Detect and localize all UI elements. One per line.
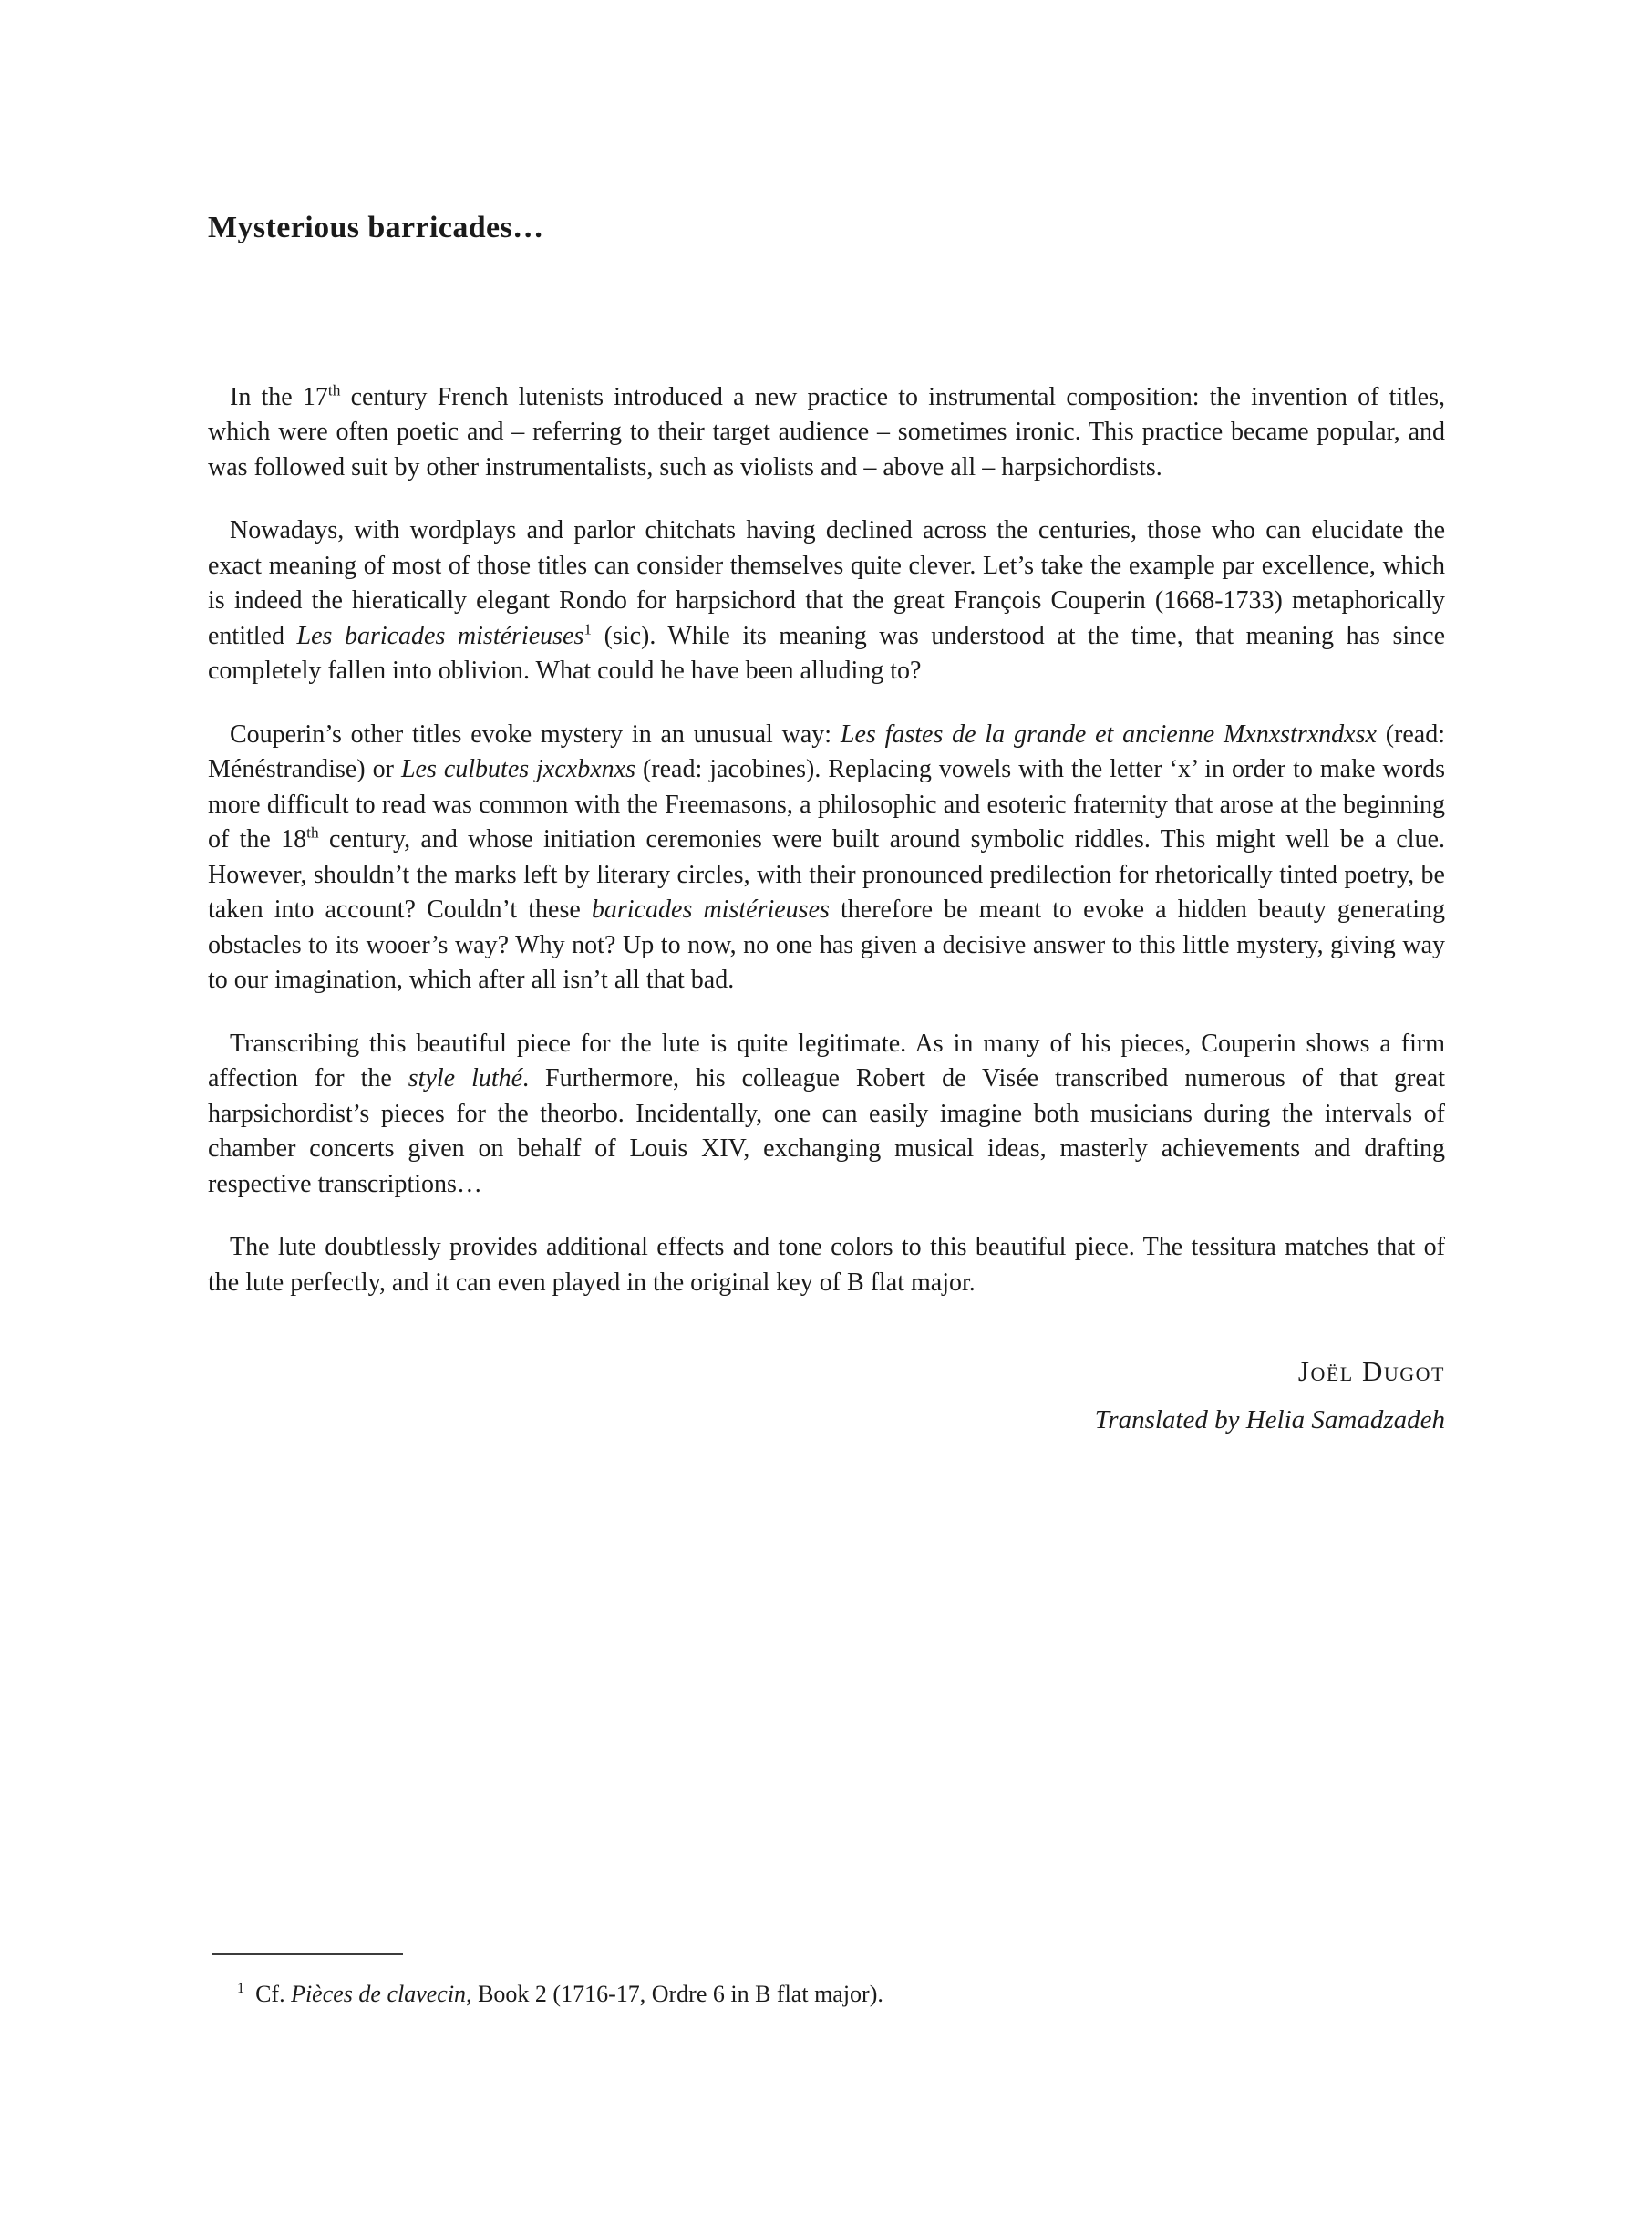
footnote-separator	[212, 1953, 403, 1955]
text-segment: style luthé	[408, 1064, 523, 1093]
signature-block	[208, 1353, 1445, 1437]
paragraph	[208, 1230, 1445, 1300]
author-name: Joël Dugot	[1297, 1355, 1445, 1388]
footnote-marker: 1	[237, 1981, 245, 1997]
text-segment: In the 17	[230, 382, 328, 411]
body-paragraphs	[208, 380, 1445, 1301]
text-segment: Pièces de clavecin	[291, 1981, 467, 2007]
text-segment: baricades mistérieuses	[591, 896, 830, 925]
text-column	[208, 210, 1445, 1437]
footnote-content	[255, 1981, 883, 2007]
text-segment: (sic). While its meaning was understood at the time, that meaning has since completely fallen into oblivion. What could he have been alluding to?	[208, 621, 1445, 686]
text-segment: Les baricades mistérieuses	[296, 621, 584, 650]
footnote-block	[208, 1953, 1445, 2010]
page-title: Mysterious barricades…	[208, 211, 544, 244]
text-segment: (read: jacobines). Replacing vowels with the letter ‘x’ in order to make words more difficult to read was common with the Freemasons, a philosophic and esoteric fraternity that arose at the beginning of the 18	[208, 755, 1445, 854]
footnote-text	[208, 1979, 1445, 2010]
text-segment: 1	[583, 620, 593, 638]
text-segment: century, and whose initiation ceremonies were built around symbolic riddles. This might well be a clue. However, shouldn’t the marks left by literary circles, with their pronounced predilection for rhetorically tinted poetry, be taken into account? Couldn’t these	[208, 825, 1446, 925]
paragraph	[208, 513, 1445, 689]
text-segment: th	[306, 823, 319, 842]
text-segment: . Furthermore, his colleague Robert de Visée transcribed numerous of that great harpsichordist’s pieces for the theorbo. Incidentally, one can easily imagine both musicians during the intervals of chamber concerts given on behalf of Louis XIV, exchanging musical ideas, masterly achievements and drafting respective transcriptions…	[208, 1064, 1446, 1198]
text-segment: Transcribing this beautiful piece for the lute is quite legitimate. As in many of his pieces, Couperin shows a firm affection for the	[208, 1029, 1445, 1093]
text-segment: (read: Ménéstrandise) or	[208, 720, 1445, 784]
text-segment: Cf.	[255, 1981, 292, 2007]
text-segment: th	[327, 381, 341, 399]
text-segment: Couperin’s other titles evoke mystery in an unusual way:	[230, 720, 841, 749]
text-segment: Les culbutes jxcxbxnxs	[400, 755, 635, 784]
paragraph	[208, 1027, 1445, 1203]
text-segment: Nowadays, with wordplays and parlor chitchats having declined across the centuries, those who can elucidate the exact meaning of most of those titles can consider themselves quite clever. Let’s take the example par excellence, which is indeed the hieratically elegant Rondo for harpsichord that the great François Couperin (1668-1733) metaphorically entitled	[208, 516, 1445, 650]
text-segment: therefore be meant to evoke a hidden beauty generating obstacles to its wooer’s way? Why not? Up to now, no one has given a decisive answer to this little mystery, giving way to our imagination, which after all isn’t all that bad.	[208, 896, 1445, 995]
text-segment: century French lutenists introduced a new practice to instrumental composition: the invention of titles, which were often poetic and – referring to their target audience – sometimes ironic. This practice became popular, and was followed suit by other instrumentalists, such as violists and – above all – harpsichordists.	[208, 382, 1446, 481]
text-segment: The lute doubtlessly provides additional effects and tone colors to this beautiful piece. The tessitura matches that of the lute perfectly, and it can even played in the original key of B flat major.	[208, 1233, 1445, 1297]
translator-credit: Translated by Helia Samadzadeh	[1094, 1404, 1445, 1434]
paragraph	[208, 380, 1445, 486]
paragraph	[208, 718, 1445, 999]
text-segment: , Book 2 (1716-17, Ordre 6 in B flat major).	[466, 1981, 883, 2007]
text-segment: Les fastes de la grande et ancienne Mxnxstrxndxsx	[840, 720, 1377, 749]
